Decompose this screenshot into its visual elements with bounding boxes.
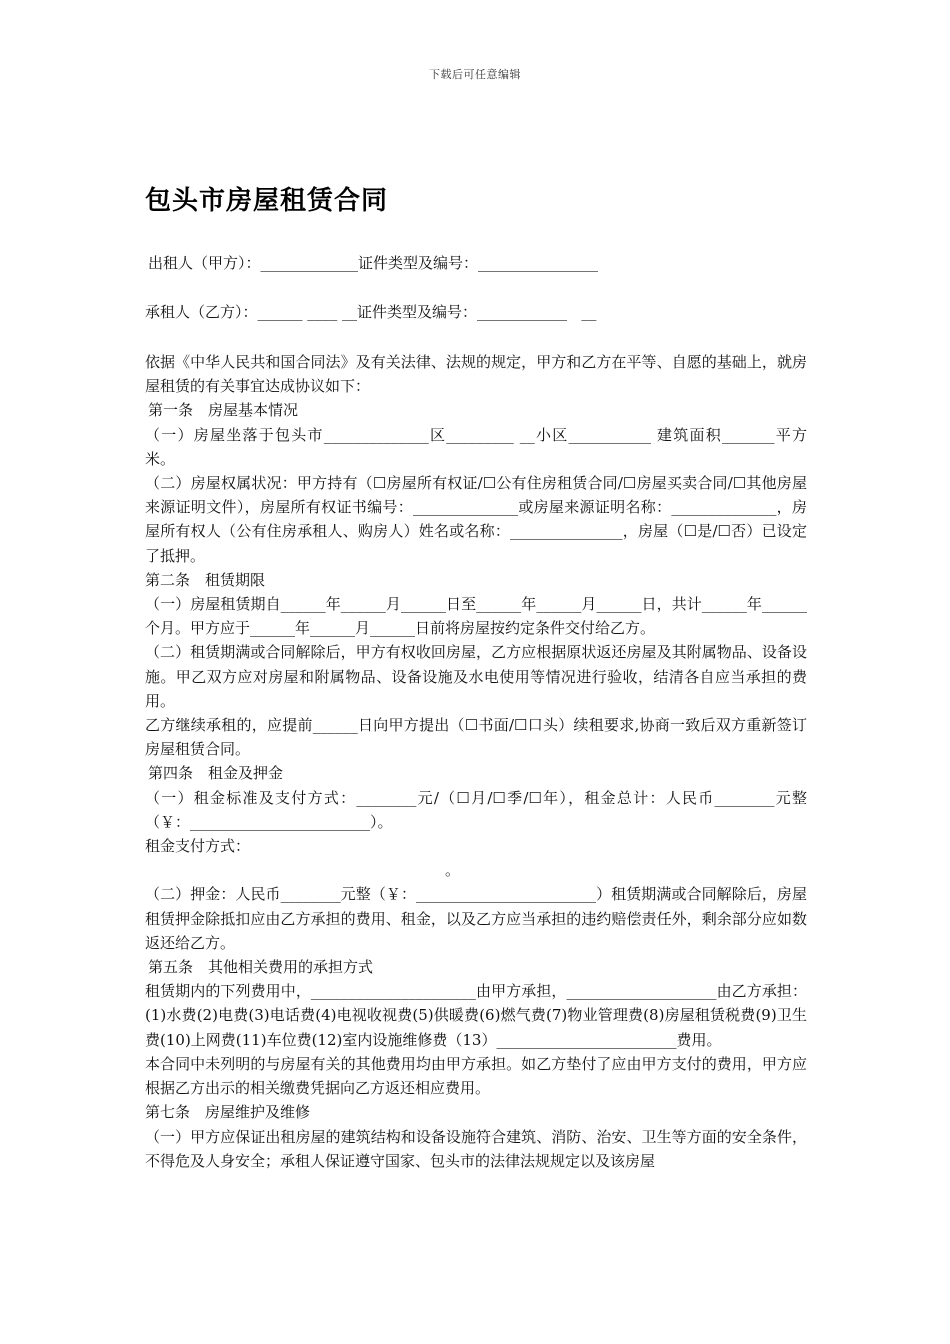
article-1-heading: 第一条 房屋基本情况	[148, 401, 299, 420]
rent-payment-blank: 。	[445, 861, 461, 880]
article-2-heading: 第二条 租赁期限	[145, 570, 266, 589]
header-note: 下载后可任意编辑	[429, 68, 521, 81]
article-4-heading: 第四条 租金及押金	[148, 764, 284, 783]
article-5-clause-2: 本合同中未列明的与房屋有关的其他费用均由甲方承担。如乙方垫付了应由甲方支付的费用，甲方应根据乙方出示的相关缴费凭据向乙方返还相应费用。	[145, 1054, 807, 1098]
document-title: 包头市房屋租赁合同	[145, 186, 389, 216]
preamble-paragraph: 依据《中华人民共和国合同法》及有关法律、法规的规定，甲方和乙方在平等、自愿的基础上，就房屋租赁的有关事宜达成协议如下：	[145, 353, 807, 396]
article-1-clause-2: （二）房屋权属状况：甲方持有（☐房屋所有权证/☐公有住房租赁合同/☐房屋买卖合同/☐其他房屋来源证明文件），房屋所有权证书编号：______________或房屋来源证明名称：______________，房屋所有权人（公有住房承租人、购房人）姓名或名称：_______________，房屋（☐是/☐否）已设定了抵押。	[145, 474, 807, 565]
article-2-clause-1: （一）房屋租赁期自______年______月______日至______年______月______日，共计______年______个月。甲方应于______年______月______日前将房屋按约定条件交付给乙方。	[145, 595, 807, 638]
article-2-clause-2: （二）租赁期满或合同解除后，甲方有权收回房屋，乙方应根据原状返还房屋及其附属物品、设备设施。甲乙双方应对房屋和附属物品、设备设施及水电使用等情况进行验收，结清各自应当承担的费用。	[145, 643, 807, 710]
party-a-line: 出租人（甲方）：_____________证件类型及编号：________________	[148, 254, 599, 272]
rent-payment-method: 租金支付方式：	[145, 837, 251, 856]
article-4-clause-2: （二）押金：人民币________元整（￥：________________________）租赁期满或合同解除后，房屋租赁押金除抵扣应由乙方承担的费用、租金，以及乙方应当承担的违约赔偿责任外，剩余部分应如数返还给乙方。	[145, 885, 807, 952]
article-5-clause-1: 租赁期内的下列费用中，______________________由甲方承担，____________________由乙方承担：(1)水费(2)电费(3)电话费(4)电视收视费(5)供暖费(6)燃气费(7)物业管理费(8)房屋租赁税费(9)卫生费(10)上网费(11)车位费(12)室内设施维修费（13）________________________费用。	[145, 982, 807, 1049]
article-1-clause-1: （一）房屋坐落于包头市______________区_________ __小区___________ 建筑面积_______平方米。	[145, 425, 807, 468]
renewal-paragraph: 乙方继续承租的，应提前______日向甲方提出（☐书面/☐口头）续租要求,协商一致后双方重新签订房屋租赁合同。	[145, 716, 807, 759]
contract-body	[145, 350, 807, 1173]
party-b-line: 承租人（乙方）：______ ____ __证件类型及编号：____________ __	[145, 303, 597, 321]
article-4-clause-1: （一）租金标准及支付方式：________元/（☐月/☐季/☐年），租金总计：人民币________元整（￥：________________________）。	[145, 788, 807, 831]
article-7-clause-1: （一）甲方应保证出租房屋的建筑结构和设备设施符合建筑、消防、治安、卫生等方面的安全条件，不得危及人身安全；承租人保证遵守国家、包头市的法律法规规定以及该房屋	[145, 1127, 807, 1170]
article-5-heading: 第五条 其他相关费用的承担方式	[148, 958, 374, 977]
article-7-heading: 第七条 房屋维护及维修	[145, 1103, 311, 1122]
